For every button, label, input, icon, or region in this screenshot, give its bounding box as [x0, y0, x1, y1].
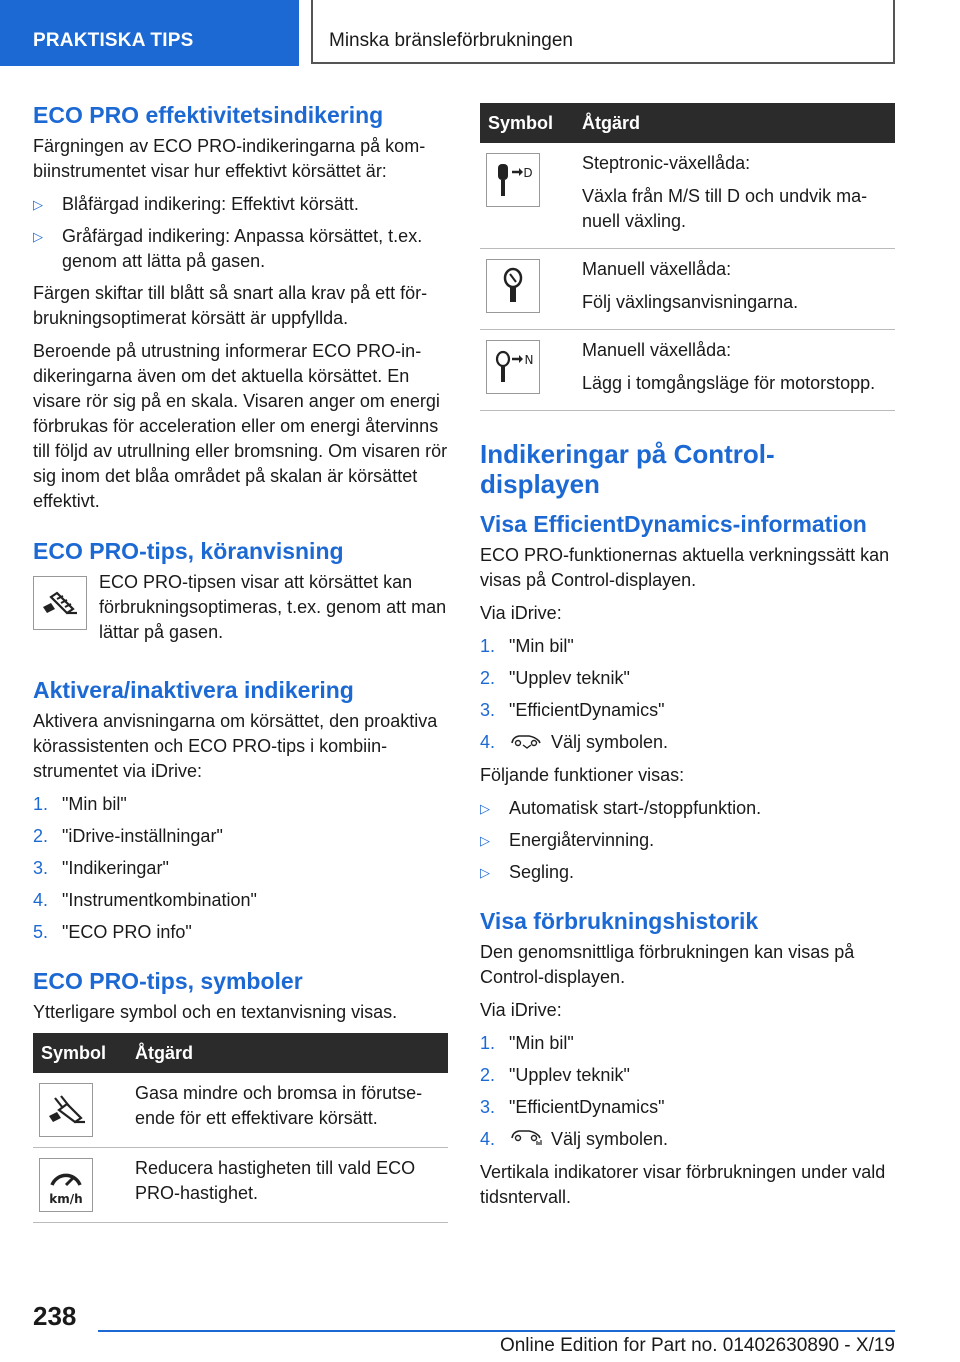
table-row: Manuell växellåda: Följ växlingsanvisningarna. — [480, 249, 895, 330]
activate-intro: Aktivera anvisningarna om körsättet, den proaktiva körassistenten och ECO PRO-tips i kombiinstrumentet via iDrive: — [33, 711, 438, 781]
action-column-header: Åtgärd — [125, 1033, 448, 1073]
foot-off-pedal-icon — [33, 576, 87, 630]
list-item: ▷ Segling. — [480, 860, 895, 885]
list-item: 4. "Instrumentkombination" — [33, 890, 257, 910]
page-header — [0, 0, 960, 66]
foot-off-brake-icon — [39, 1083, 93, 1137]
bullet-marker: ▷ — [480, 800, 490, 816]
list-item: 4. Välj symbolen. — [480, 1127, 895, 1153]
via-idrive-label: Via iDrive: — [480, 999, 562, 1020]
svg-text:km/h: km/h — [49, 1192, 83, 1206]
list-item: 1. "Min bil" — [480, 636, 574, 656]
gear-lever-n-icon — [486, 340, 540, 394]
car-efficiency-icon — [509, 731, 543, 756]
control-display-heading: Indikeringar på Control- displayen — [480, 439, 775, 499]
history-heading: Visa förbrukningshistorik — [480, 907, 759, 934]
history-intro: Den genomsnittliga förbrukningen kan visas på Control-displayen. — [480, 941, 855, 987]
list-item: ▷ Energiåtervinning. — [480, 828, 895, 853]
efficiency-heading: ECO PRO effektivitetsindikering — [33, 102, 384, 128]
speedometer-kmh-icon — [39, 1158, 93, 1212]
via-idrive-label: Via iDrive: — [480, 603, 562, 623]
symbol-table — [33, 1033, 448, 1223]
gear-lever-d-icon — [486, 153, 540, 207]
list-item: ▷ Automatisk start-/stoppfunktion. — [480, 796, 895, 821]
svg-text:D: D — [523, 166, 533, 180]
bullet-marker: ▷ — [33, 229, 43, 244]
efficiency-paragraph: Färgen skiftar till blått så snart alla krav på ett förbrukningsoptimerat körsätt är uppfyllda. — [33, 283, 428, 328]
car-history-icon — [509, 1128, 543, 1153]
gear-lever-icon — [486, 259, 540, 313]
footer-rule — [98, 1330, 895, 1332]
symbols-intro: Ytterligare symbol och en textanvisning visas. — [33, 1002, 398, 1022]
table-row: D Steptronic-växellåda: Växla från M/S till D och undvik manuell växling. — [480, 143, 895, 249]
efficientdynamics-intro: ECO PRO-funktionernas aktuella verkningssätt kan visas på Control-displayen. — [480, 545, 890, 590]
table-row: Gasa mindre och bromsa in förutseende för ett effektivare körsätt. — [33, 1073, 448, 1148]
history-outro: Vertikala indikatorer visar förbrukningen under vald tidsntervall. — [480, 1161, 886, 1207]
efficiency-intro: Färgningen av ECO PRO-indikeringarna på kombiinstrumentet visar hur effektivt körsättet är: — [33, 136, 426, 181]
chapter-title: Minska bränsleförbrukningen — [311, 0, 895, 64]
list-item: 1. "Min bil" — [480, 1032, 574, 1053]
tips-heading: ECO PRO-tips, köranvisning — [33, 538, 344, 564]
efficientdynamics-heading: Visa EfficientDynamics-information — [480, 511, 867, 537]
tips-text: ECO PRO-tipsen visar att körsättet kan förbrukningsoptimeras, t.ex. genom att man lättar på gasen. — [99, 572, 447, 642]
list-item: 3. "EfficientDynamics" — [480, 1096, 665, 1117]
symbol-column-header: Symbol — [33, 1033, 125, 1073]
list-item: 3. "Indikeringar" — [33, 858, 169, 878]
history-step-list — [480, 1031, 895, 1153]
tips-row — [33, 570, 448, 645]
table-row: km/h Reducera hastigheten till vald ECO PRO-hastighet. — [33, 1148, 448, 1223]
functions-bullet-list — [480, 796, 895, 885]
symbol-column-header: Symbol — [480, 103, 572, 143]
page-number: 238 — [33, 1301, 77, 1331]
list-item: ▷ Blåfärgad indikering: Effektivt körsätt. — [33, 192, 448, 217]
functions-intro: Följande funktioner visas: — [480, 764, 685, 785]
bullet-marker: ▷ — [480, 832, 490, 848]
svg-text:N: N — [524, 353, 534, 367]
efficientdynamics-step-list — [480, 634, 895, 756]
bullet-marker: ▷ — [33, 197, 43, 212]
list-item: 4. Välj symbolen. — [480, 730, 895, 756]
table-row: N Manuell växellåda: Lägg i tomgångsläge för motorstopp. — [480, 330, 895, 411]
action-column-header: Åtgärd — [572, 103, 895, 143]
efficiency-bullet-list — [33, 192, 448, 274]
section-tab: PRAKTISKA TIPS — [0, 0, 299, 66]
list-item: 2. "iDrive-inställningar" — [33, 826, 223, 846]
list-item: ▷ Gråfärgad indikering: Anpassa körsättet, t.ex. genom att lätta på gasen. — [33, 226, 423, 271]
list-item: 2. "Upplev teknik" — [480, 668, 630, 688]
list-item: 2. "Upplev teknik" — [480, 1064, 630, 1085]
symbols-heading: ECO PRO-tips, symboler — [33, 968, 303, 994]
page-footer — [0, 1296, 960, 1362]
activate-heading: Aktivera/inaktivera indikering — [33, 677, 354, 703]
right-column — [480, 103, 895, 1218]
left-column — [33, 100, 448, 1223]
edition-note: Online Edition for Part no. 01402630890 - X/19 — [499, 1335, 895, 1356]
list-item: 3. "EfficientDynamics" — [480, 700, 665, 720]
gearbox-symbol-table — [480, 103, 895, 411]
list-item: 1. "Min bil" — [33, 794, 127, 814]
activate-step-list — [33, 792, 448, 945]
list-item: 5. "ECO PRO info" — [33, 922, 192, 942]
efficiency-paragraph: Beroende på utrustning informerar ECO PRO-indikeringarna även om det aktuella körsättet. En visare rör sig på en skala. Visaren anger om energi förbrukas för acceleration eller om energi återvinns till följd av utrullning eller bromsning. Om visaren rör sig inom det blåa området på skalan är körsättet effektivt. — [33, 341, 448, 511]
bullet-marker: ▷ — [480, 864, 490, 880]
